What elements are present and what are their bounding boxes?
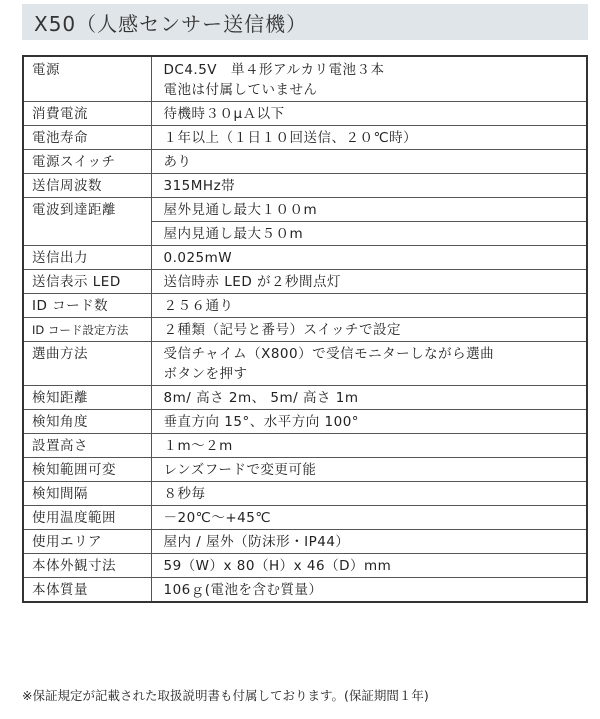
spec-label: 送信出力 bbox=[23, 246, 151, 270]
spec-value-line: 106ｇ(電池を含む質量） bbox=[163, 582, 323, 598]
spec-value-line: ２種類（記号と番号）スイッチで設定 bbox=[163, 322, 401, 338]
spec-value bbox=[151, 434, 587, 458]
spec-label: 送信表示 LED bbox=[23, 270, 151, 294]
spec-row bbox=[23, 246, 587, 270]
spec-value bbox=[151, 554, 587, 578]
spec-value-line: 屋内 / 屋外（防沫形・IP44） bbox=[163, 534, 350, 550]
spec-label: 検知角度 bbox=[23, 410, 151, 434]
spec-label: 送信周波数 bbox=[23, 174, 151, 198]
spec-value-line: 垂直方向 15°、水平方向 100° bbox=[163, 414, 360, 430]
spec-row bbox=[23, 506, 587, 530]
spec-value bbox=[151, 386, 587, 410]
spec-row bbox=[23, 102, 587, 126]
spec-label: ID コード設定方法 bbox=[23, 318, 151, 342]
spec-value bbox=[151, 294, 587, 318]
spec-label: 検知間隔 bbox=[23, 482, 151, 506]
spec-row bbox=[23, 294, 587, 318]
spec-value-line: 受信チャイム（X800）で受信モニターしながら選曲 bbox=[163, 346, 495, 362]
spec-row bbox=[23, 198, 587, 222]
spec-value-line: DC4.5V 単４形アルカリ電池３本 bbox=[163, 62, 385, 78]
spec-value bbox=[151, 102, 587, 126]
spec-label: 検知範囲可変 bbox=[23, 458, 151, 482]
spec-value bbox=[151, 56, 587, 102]
spec-value-line: １年以上（１日１０回送信、２０℃時） bbox=[163, 130, 418, 146]
spec-value bbox=[151, 530, 587, 554]
spec-value-line: ボタンを押す bbox=[163, 366, 248, 382]
spec-row bbox=[23, 434, 587, 458]
spec-label: ID コード数 bbox=[23, 294, 151, 318]
spec-label: 電波到達距離 bbox=[23, 198, 151, 246]
spec-value bbox=[151, 482, 587, 506]
spec-row bbox=[23, 530, 587, 554]
spec-value bbox=[151, 342, 587, 386]
spec-value: 屋外見通し最大１００m bbox=[151, 198, 587, 222]
spec-value-line: ２５６通り bbox=[163, 298, 234, 314]
spec-value bbox=[151, 506, 587, 530]
spec-label: 消費電流 bbox=[23, 102, 151, 126]
spec-value bbox=[151, 150, 587, 174]
spec-label: 電源 bbox=[23, 56, 151, 102]
spec-value-line: －20℃〜+45℃ bbox=[163, 510, 271, 526]
spec-row bbox=[23, 578, 587, 603]
spec-value-line: 8m/ 高さ 2m、 5m/ 高さ 1m bbox=[163, 390, 359, 406]
spec-value: 屋内見通し最大５０m bbox=[151, 222, 587, 246]
spec-row bbox=[23, 270, 587, 294]
spec-row bbox=[23, 126, 587, 150]
spec-row bbox=[23, 410, 587, 434]
spec-value bbox=[151, 174, 587, 198]
spec-label: 選曲方法 bbox=[23, 342, 151, 386]
page-title: X50（人感センサー送信機） bbox=[34, 11, 308, 36]
spec-value-line: 電池は付属していません bbox=[163, 82, 318, 98]
spec-row bbox=[23, 174, 587, 198]
section-header bbox=[22, 4, 588, 40]
spec-value bbox=[151, 246, 587, 270]
spec-label: 検知距離 bbox=[23, 386, 151, 410]
spec-value bbox=[151, 318, 587, 342]
spec-label: 本体外観寸法 bbox=[23, 554, 151, 578]
spec-row bbox=[23, 150, 587, 174]
warranty-footnote: ※保証規定が記載された取扱説明書も付属しております。(保証期間１年) bbox=[22, 688, 429, 703]
spec-value bbox=[151, 410, 587, 434]
spec-label: 使用エリア bbox=[23, 530, 151, 554]
spec-label: 使用温度範囲 bbox=[23, 506, 151, 530]
spec-value-line: レンズフードで変更可能 bbox=[163, 462, 317, 478]
spec-row bbox=[23, 554, 587, 578]
spec-value-line: 送信時赤 LED が２秒間点灯 bbox=[163, 274, 342, 290]
spec-value-line: 59（W）x 80（H）x 46（D）mm bbox=[163, 558, 392, 574]
spec-value-line: 0.025mW bbox=[163, 250, 233, 266]
spec-row bbox=[23, 318, 587, 342]
spec-row bbox=[23, 458, 587, 482]
spec-row bbox=[23, 482, 587, 506]
spec-value-line: ８秒毎 bbox=[163, 486, 206, 502]
spec-value bbox=[151, 270, 587, 294]
spec-row bbox=[23, 342, 587, 386]
spec-row bbox=[23, 386, 587, 410]
spec-value bbox=[151, 578, 587, 603]
spec-value-line: １m〜２m bbox=[163, 438, 233, 454]
spec-value-line: 315MHz帯 bbox=[163, 178, 236, 194]
spec-label: 電池寿命 bbox=[23, 126, 151, 150]
spec-label: 設置高さ bbox=[23, 434, 151, 458]
spec-table bbox=[22, 55, 588, 603]
spec-row bbox=[23, 56, 587, 102]
spec-value-line: 待機時３０μＡ以下 bbox=[163, 106, 285, 122]
spec-label: 電源スイッチ bbox=[23, 150, 151, 174]
spec-value-line: あり bbox=[163, 154, 192, 170]
spec-value bbox=[151, 458, 587, 482]
spec-value bbox=[151, 126, 587, 150]
spec-label: 本体質量 bbox=[23, 578, 151, 603]
